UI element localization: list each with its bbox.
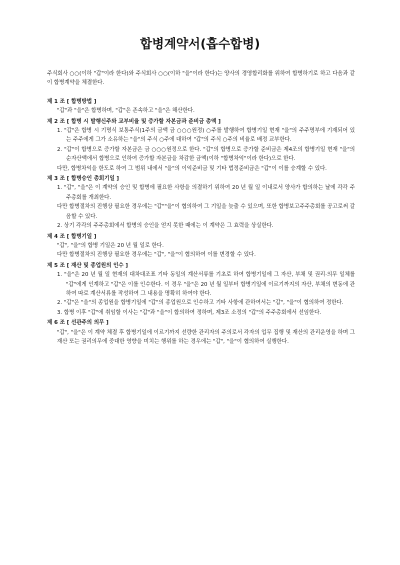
article-paragraph: "갑", "을"은 이 계약 체결 후 합병기일에 이르기까지 선량한 관리자의 주의로서 각자의 업무 집행 및 재산의 관리운영을 하며 그 재산 또는 권리의무에 중대한 영향을 미치는 행위를 하는 경우에는 "갑", "을"이 협의하여 실행한다. (57, 329, 355, 345)
article-1 (47, 98, 355, 117)
document-title: 합병계약서(흡수합병) (139, 36, 261, 51)
article-clause: 2. 상기 각각의 주주총회에서 합병의 승인을 얻지 못한 때에는 이 계약은 그 효력을 상실한다. (57, 223, 274, 230)
article-heading: 제 5 조 [ 재산 및 종업원의 인수 ] (47, 262, 128, 269)
article-heading: 제 4 조 [ 합병기일 ] (47, 233, 97, 240)
article-clause: 1. "갑"은 합병 시 기명식 보통주식(1주의 금액 금 ○○○원정) ○주를 발행하여 합병기일 현재 "을"의 주주명부에 기재되어 있는 주주에게 그가 소유하는 "을"의 주식 ○주에 대하여 "갑"의 주식 ○주의 비율로 배정 교부한다. (57, 128, 355, 144)
article-heading: 제 2 조 [ 합병 시 발행신주와 교부비율 및 증가할 자본금과 준비금 총액 ] (47, 118, 221, 125)
article-4 (47, 233, 355, 261)
article-6 (47, 319, 355, 347)
article-heading: 제 6 조 [ 선관주의 의무 ] (47, 320, 109, 327)
article-3 (47, 175, 355, 231)
article-5 (47, 262, 355, 318)
article-paragraph: "갑"과 "을"은 합병하며, "갑"은 존속하고 "을"은 해산한다. (57, 108, 195, 115)
article-heading: 제 1 조 [ 합병방법 ] (47, 98, 97, 105)
article-paragraph: 다만 합병절차의 진행상 필요한 경우에는 "갑", "을"이 협의하여 이를 변경할 수 있다. (57, 252, 256, 259)
article-clause: 3. 합병 이후 "갑"에 취임할 이사는 "갑"과 "을"이 합의하여 정하며, 제3조 소정의 "갑"의 주주총회에서 선임한다. (57, 309, 322, 316)
article-2 (47, 118, 355, 174)
document-body (47, 70, 355, 347)
article-clause: 2. "갑"은 "을"의 종업원을 합병기일에 "갑"의 종업원으로 인수하고 기타 사항에 관하여서는 "갑", "을"이 협의하여 정한다. (57, 300, 344, 307)
article-clause: 2. "갑"이 합병으로 증가할 자본금은 금 ○○○원정으로 한다. "갑"의 합병으로 증가할 준비금은 제4조의 합병기일 현재 "을"의 순자산액에서 합병으로 인하여 증가할 자본금을 차감한 금액(이하 "합병차익"이라 한다)으로 한다. (57, 146, 355, 163)
article-clause: 다만 합병절차의 진행상 필요한 경우에는 "갑""을"이 협의하여 그 기일을 늦출 수 있으며, 또한 합병보고주주총회를 공고로써 갈음할 수 있다. (57, 204, 355, 220)
article-paragraph: "갑", "을"의 합병 기일은 20 년 월 일로 한다. (57, 242, 164, 249)
article-clause: 다만, 합병차익을 한도로 하여 그 범위 내에서 "을"의 이익준비금 및 기타 법정준비금은 "갑"이 이를 승계할 수 있다. (57, 165, 327, 172)
articles-list (47, 98, 355, 348)
article-clause: 1. "갑", "을"은 이 계약의 승인 및 합병에 필요한 사항을 의결하기 위하여 20 년 월 일 이내로서 양사가 합의하는 날에 각각 주주총회를 개최한다. (57, 185, 355, 201)
article-heading: 제 3 조 [ 합병승인 총회기일 ] (47, 176, 120, 183)
intro-paragraph: 주식회사 ○○(이하 "갑"이라 한다)와 주식회사 ○○(이하 "을"이라 한다)는 양사의 경영합리화를 위하여 합병하기로 하고 다음과 같이 합병계약을 체결한다. (47, 71, 355, 87)
article-clause: 1. "을"은 20 년 월 일 현재의 대차대조표 기타 동일의 계산서류를 기초로 하여 합병기일에 그 자산, 부채 및 권리·의무 일체를 "갑"에게 인계하고 "갑"은 이를 인수한다. 이 경우 "을"은 20 년 월 일부터 합병기일에 이르기까지의 자산, 부채의 변동에 관하여 따로 계산서류를 작성하여 그 내용을 명확히 하여야 한다. (57, 272, 355, 297)
